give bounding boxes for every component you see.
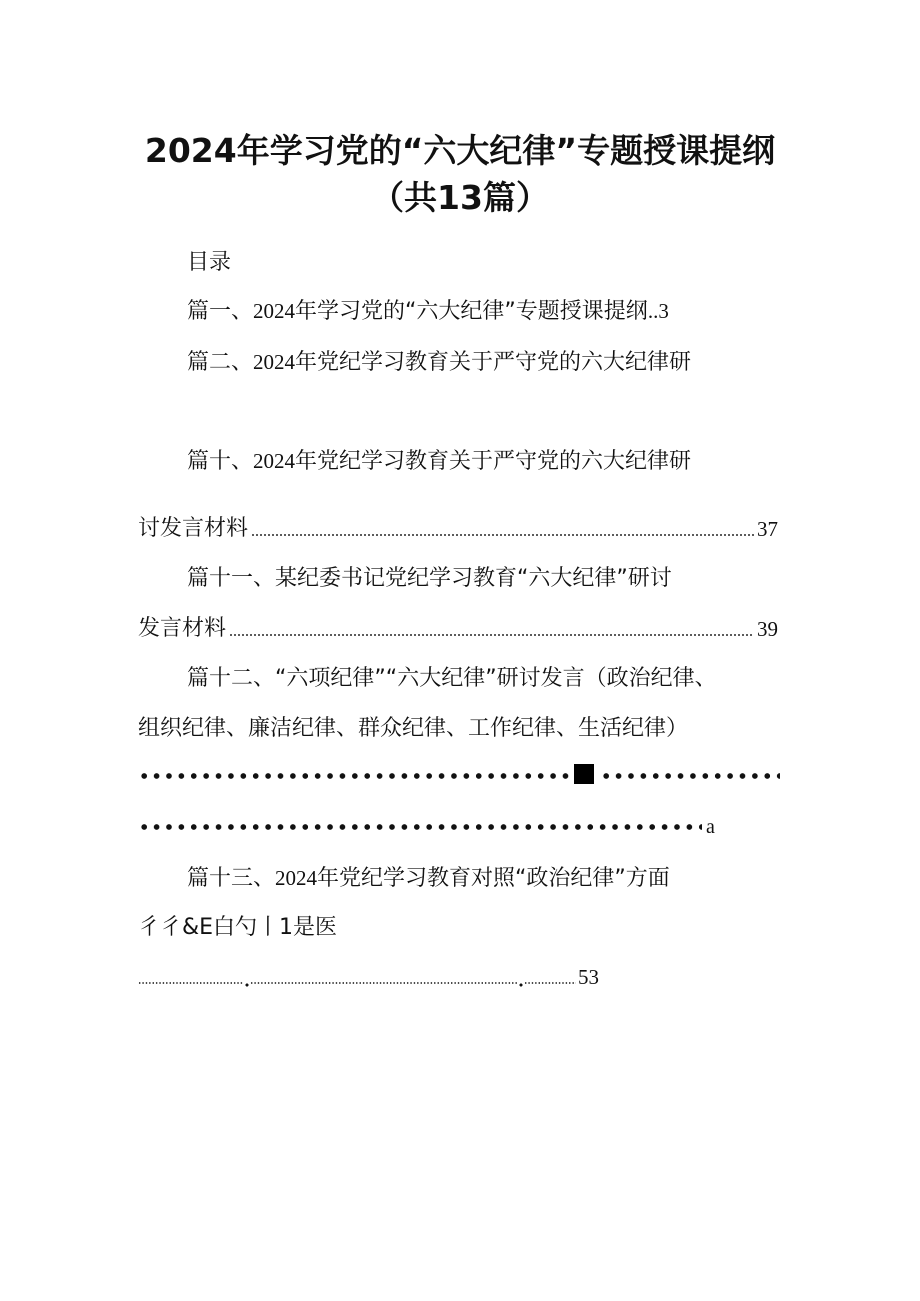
toc-entry-page: 37 [757, 517, 778, 541]
toc-entry-year: 2024 [253, 449, 296, 473]
toc-entry-year: 2024 [253, 350, 296, 374]
toc-entry-12-continuation[interactable]: 组织纪律、廉洁纪律、群众纪律、工作纪律、生活纪律） [138, 716, 689, 741]
toc-heading: 目录 [187, 250, 232, 275]
toc-entry-text: 年党纪学习教育对照“政治纪律”方面 [317, 866, 670, 891]
toc-entry-text: 年学习党的“六大纪律”专题授课提纲 [295, 299, 648, 324]
leader-dots-large [600, 771, 780, 781]
toc-entry-text: 年党纪学习教育关于严守党的六大纪律研 [295, 350, 692, 375]
toc-entry-13-garbled-text[interactable]: 彳彳&E白勺丨1是医 [138, 915, 338, 940]
toc-entry-prefix: 篇二、 [187, 350, 254, 375]
document-subtitle: （共13篇） [371, 178, 549, 217]
document-title: 2024年学习党的“六大纪律”专题授课提纲 [144, 131, 776, 170]
leader-dots [250, 981, 518, 985]
toc-entry-2[interactable] [187, 349, 691, 376]
toc-entry-13-leader[interactable] [138, 964, 599, 990]
toc-entry-prefix: 篇十三、 [187, 866, 276, 891]
toc-entry-text-cont: 讨发言材料 [138, 516, 249, 541]
toc-entry-page: 39 [757, 617, 778, 641]
toc-entry-prefix: 篇十、 [187, 449, 254, 474]
toc-entry-11[interactable]: 篇十一、某纪委书记党纪学习教育“六大纪律”研讨 [187, 566, 672, 591]
toc-entry-page: 53 [578, 965, 599, 989]
leader-dots [138, 981, 244, 985]
toc-entry-13[interactable] [187, 865, 670, 892]
toc-entry-text: 年党纪学习教育关于严守党的六大纪律研 [295, 449, 692, 474]
toc-entry-12[interactable]: 篇十二、“六项纪律”“六大纪律”研讨发言（政治纪律、 [187, 666, 717, 691]
toc-entry-1[interactable] [187, 298, 669, 325]
leader-dots [229, 633, 754, 637]
toc-entry-year: 2024 [275, 866, 318, 890]
toc-entry-text-cont: 发言材料 [138, 616, 227, 641]
toc-entry-11-continuation[interactable] [138, 616, 778, 642]
toc-entry-10[interactable] [187, 448, 691, 475]
toc-entry-prefix: 篇一、 [187, 299, 254, 324]
black-square-mark [574, 764, 594, 784]
leader-dots-large [138, 771, 570, 781]
leader-dots [251, 533, 754, 537]
toc-entry-10-continuation[interactable] [138, 516, 778, 542]
leader-dots [524, 981, 576, 985]
toc-entry-year: 2024 [253, 299, 296, 323]
toc-entry-page: a [706, 816, 715, 838]
toc-entry-page: ..3 [647, 299, 669, 323]
leader-dots-large [138, 822, 702, 832]
